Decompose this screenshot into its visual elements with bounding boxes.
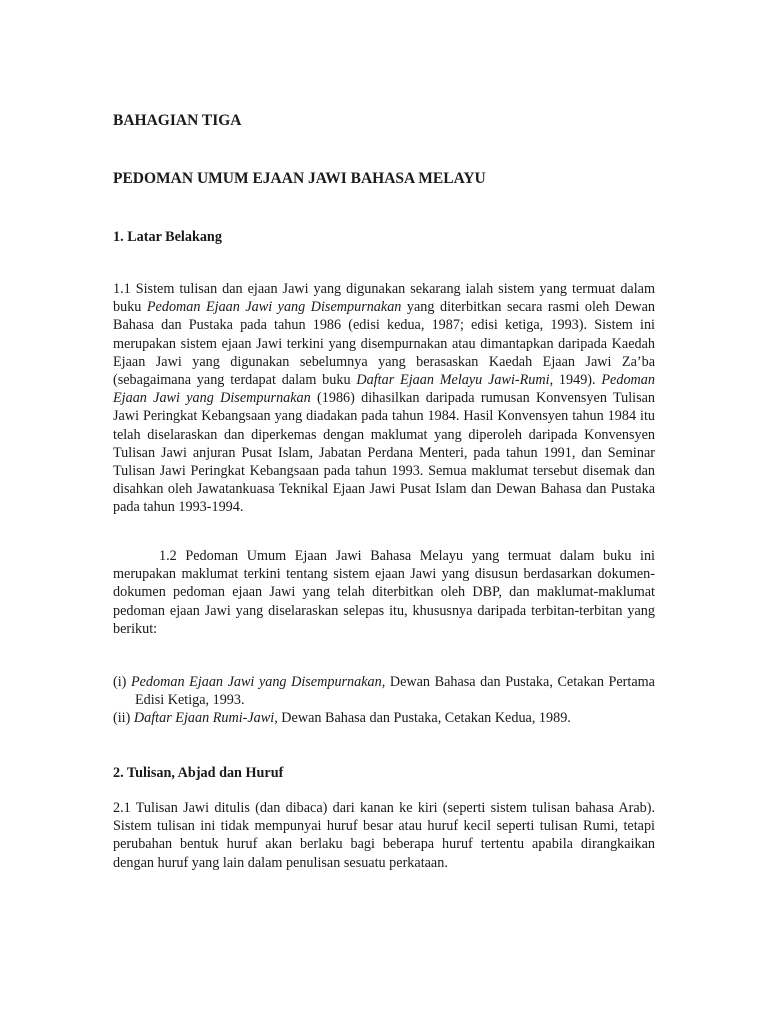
paragraph-1-1	[113, 280, 655, 517]
paragraph-2-1: 2.1 Tulisan Jawi ditulis (dan dibaca) dari kanan ke kiri (seperti sistem tulisan bahasa Arab). Sistem tulisan ini tidak mempunyai huruf besar atau huruf kecil seperti tulisan Rumi, tetapi perubahan bentuk huruf akan berlaku bagi beberapa huruf tertentu apabila dirangkaikan dengan huruf yang lain dalam penulisan sesuatu perkataan.	[113, 800, 655, 871]
reference-list	[113, 673, 655, 728]
book-title-pedoman-ejaan-jawi-2: Pedoman Ejaan Jawi yang Disempurnakan	[113, 372, 655, 407]
paragraph-1-1-text-a: 1.1 Sistem tulisan dan ejaan Jawi yang digunakan sekarang ialah sistem yang termuat dalam buku	[113, 281, 655, 316]
reference-item	[113, 673, 655, 709]
paragraph-1-1-text-b: yang diterbitkan secara rasmi oleh Dewan Bahasa dan Pustaka pada tahun 1986 (edisi kedua, 1987; edisi ketiga, 1993). Sistem ini merupakan sistem ejaan Jawi terkini yang disempurnakan atau dimantapkan daripada Kaedah Ejaan Jawi yang digunakan sebelumnya yang berasaskan Kaedah Ejaan Jawi Za’ba (sebagaimana yang terdapat dalam buku	[113, 299, 656, 389]
paragraph-1-2: 1.2 Pedoman Umum Ejaan Jawi Bahasa Melayu yang termuat dalam buku ini merupakan maklumat terkini tentang sistem ejaan Jawi yang disusun berdasarkan dokumen-dokumen pedoman ejaan Jawi yang telah diterbitkan oleh DBP, dan maklumat-maklumat pedoman ejaan Jawi yang diselaraskan selepas itu, khususnya daripada terbitan-terbitan yang berikut:	[113, 548, 655, 637]
paragraph-1-1-text-d: (1986) dihasilkan daripada rumusan Konvensyen Tulisan Jawi Peringkat Kebangsaan yang diadakan pada tahun 1984. Hasil Konvensyen tahun 1984 itu telah diselaraskan dan diperkemas dengan maklumat yang diperoleh daripada Konvensyen Tulisan Jawi anjuran Pusat Islam, Jabatan Perdana Menteri, pada tahun 1991, dan Seminar Tulisan Jawi Peringkat Kebangsaan pada tahun 1993. Semua maklumat tersebut disemak dan disahkan oleh Jawatankuasa Teknikal Ejaan Jawi Pusat Islam dan Dewan Bahasa dan Pustaka pada tahun 1993-1994.	[113, 390, 655, 516]
book-title-pedoman-ejaan-jawi: Pedoman Ejaan Jawi yang Disempurnakan	[146, 299, 402, 316]
part-title: BAHAGIAN TIGA	[113, 112, 242, 129]
section-2-heading: 2. Tulisan, Abjad dan Huruf	[113, 765, 284, 781]
book-title-daftar-ejaan-melayu: Daftar Ejaan Melayu Jawi-Rumi	[356, 372, 550, 389]
main-title: PEDOMAN UMUM EJAAN JAWI BAHASA MELAYU	[113, 170, 486, 187]
paragraph-1-1-text-c: , 1949).	[549, 372, 602, 389]
reference-details: , Dewan Bahasa dan Pustaka, Cetakan Pertama Edisi Ketiga, 1993.	[135, 674, 655, 709]
section-1-heading: 1. Latar Belakang	[113, 229, 222, 245]
reference-title: Pedoman Ejaan Jawi yang Disempurnakan	[130, 674, 382, 690]
reference-details: , Dewan Bahasa dan Pustaka, Cetakan Kedua, 1989.	[274, 710, 571, 727]
reference-title: Daftar Ejaan Rumi-Jawi	[133, 710, 275, 727]
reference-number: (i)	[113, 674, 131, 690]
reference-number: (ii)	[113, 710, 134, 727]
reference-item	[113, 709, 655, 727]
